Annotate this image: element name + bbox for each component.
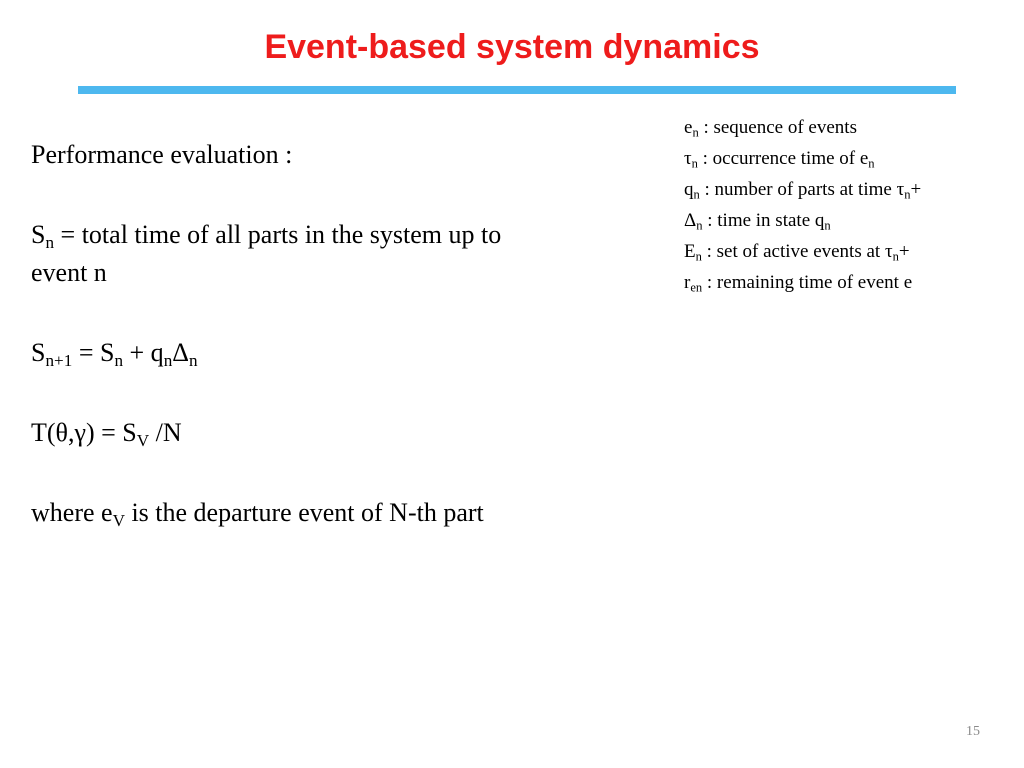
throughput-equation [31, 414, 661, 452]
legend-tail: + [898, 241, 910, 262]
legend-subscript: n [695, 249, 702, 264]
sn-definition-text: = total time of all parts in the system up to [54, 220, 502, 249]
recurrence-s-subscript: n [114, 350, 124, 370]
performance-heading: Performance evaluation : [31, 140, 293, 169]
legend-item-tau [684, 143, 1014, 174]
where-post: is the departure event of N-th part [124, 498, 484, 527]
legend-subscript: n [691, 156, 698, 171]
legend-subscript: n [692, 125, 699, 140]
legend-tail: + [910, 179, 922, 200]
main-content [31, 136, 661, 532]
legend-item-En [684, 236, 1014, 267]
legend-item-delta [684, 205, 1014, 236]
sn-symbol: S [31, 220, 46, 249]
legend-text: : sequence of events [698, 117, 857, 138]
sn-definition [31, 216, 661, 254]
page-number: 15 [966, 724, 980, 739]
legend-text: : remaining time of event e [702, 272, 913, 293]
sn-subscript: n [45, 232, 55, 252]
recurrence-lhs-subscript: n+1 [45, 350, 73, 370]
legend-text: : occurrence time of e [697, 148, 869, 169]
legend-item-ren [684, 267, 1014, 298]
recurrence-equation [31, 334, 661, 372]
recurrence-q-subscript: n [163, 350, 173, 370]
legend-subscript: n [693, 187, 700, 202]
where-statement [31, 494, 661, 532]
throughput-lhs: T(θ,γ) = S [31, 418, 137, 447]
legend-symbol: E [684, 241, 696, 262]
legend-tail-subscript: n [868, 156, 875, 171]
legend-text: : set of active events at τ [701, 241, 893, 262]
recurrence-eq: = S [72, 338, 115, 367]
legend-subscript: n [696, 218, 703, 233]
recurrence-plus: + q [123, 338, 164, 367]
legend-tail-subscript: n [904, 187, 911, 202]
legend-symbol: τ [684, 148, 692, 169]
recurrence-delta-subscript: n [189, 350, 198, 370]
notation-legend [684, 112, 1014, 298]
legend-item-qn [684, 174, 1014, 205]
sn-definition-continuation: event n [31, 258, 107, 287]
title-divider [78, 86, 956, 94]
throughput-subscript: V [136, 430, 150, 450]
throughput-rhs: /N [149, 418, 182, 447]
legend-tail-subscript: n [892, 249, 899, 264]
where-pre: where e [31, 498, 113, 527]
recurrence-lhs: S [31, 338, 46, 367]
legend-text: : number of parts at time τ [699, 179, 905, 200]
legend-symbol: r [684, 272, 691, 293]
slide-title: Event-based system dynamics [264, 28, 760, 66]
where-subscript: V [112, 510, 125, 530]
legend-text: : time in state q [702, 210, 825, 231]
legend-item-en [684, 112, 1014, 143]
legend-subscript: en [690, 280, 703, 295]
legend-symbol: q [684, 179, 694, 200]
recurrence-delta: Δ [172, 338, 189, 367]
legend-tail-subscript: n [824, 218, 831, 233]
legend-symbol: Δ [684, 210, 697, 231]
legend-symbol: e [684, 117, 693, 138]
